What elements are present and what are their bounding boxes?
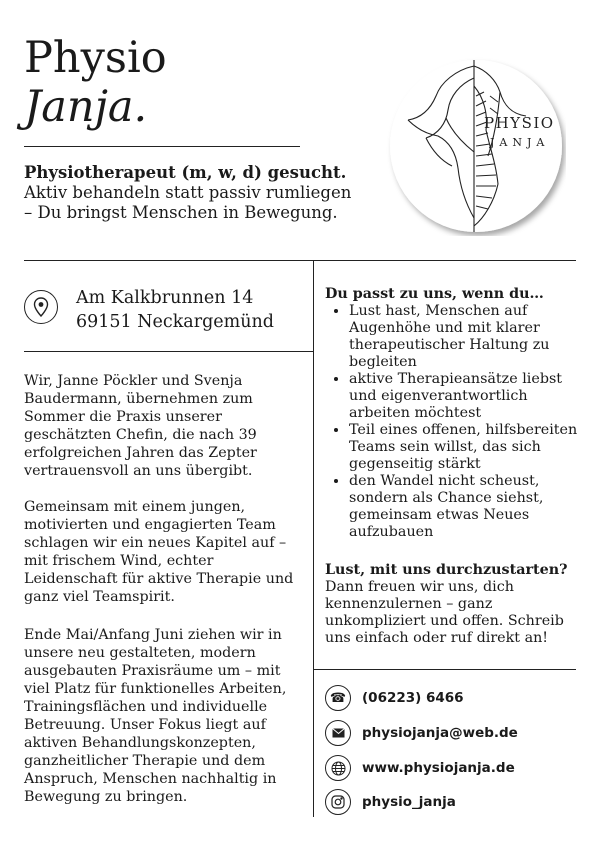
website-link[interactable]: www.physiojanja.de xyxy=(362,760,515,776)
job-headline: Physiotherapeut (m, w, d) gesucht. xyxy=(24,163,347,182)
fit-list xyxy=(325,303,580,541)
instagram-icon xyxy=(325,789,351,815)
column-divider xyxy=(313,260,314,817)
body-paragraph-2: Gemeinsam mit einem jungen, motivierten und engagierten Team schlagen wir ein neues Kapitel auf – mit frischem Wind, echter Leidenschaft für aktive Therapie und ganz viel Teamspirit. xyxy=(24,499,294,605)
address xyxy=(76,286,274,334)
cta-heading: Lust, mit uns durchzustarten? xyxy=(325,562,568,578)
contact-phone[interactable] xyxy=(325,684,585,712)
body-illustration-icon xyxy=(386,56,566,236)
email-icon xyxy=(325,720,351,746)
horizontal-divider xyxy=(24,260,576,261)
contact-divider xyxy=(313,669,576,670)
phone-icon: ☎ xyxy=(325,685,351,711)
fit-heading: Du passt zu uns, wenn du… xyxy=(325,286,544,302)
logo-text-line2: JANJA xyxy=(490,136,550,149)
body-paragraph-1: Wir, Janne Pöckler und Svenja Baudermann, übernehmen zum Sommer die Praxis unserer geschätzten Chefin, die nach 39 erfolgreichen Jahren das Zepter vertrauensvoll an uns übergibt. xyxy=(24,373,257,479)
contact-instagram[interactable] xyxy=(325,788,585,816)
email-address[interactable]: physiojanja@web.de xyxy=(362,725,518,741)
location-icon xyxy=(24,290,58,324)
address-divider xyxy=(24,351,313,352)
phone-number[interactable]: (06223) 6466 xyxy=(362,690,464,706)
list-item: • Lust hast, Menschen auf Augenhöhe und mit klarer therapeutischer Haltung zu begleiten xyxy=(349,303,580,371)
globe-icon xyxy=(325,755,351,781)
address-city: 69151 Neckargemünd xyxy=(76,312,275,332)
title-divider xyxy=(24,146,300,147)
cta-section xyxy=(325,562,580,647)
body-paragraph-3: Ende Mai/Anfang Juni ziehen wir in unsere neu gestalteten, modern ausgebauten Praxisräume um – mit viel Platz für funktionelles Arbeiten, Trainingsflächen und individuelle Betreuung. Unser Fokus liegt auf aktiven Behandlungskonzepten, ganzheitlicher Therapie und dem Anspruch, Menschen nachhaltig in Bewegung zu bringen. xyxy=(24,627,287,805)
list-item: • aktive Therapieansätze liebst und eigenverantwortlich arbeiten möchtest xyxy=(349,371,580,422)
list-item: • Teil eines offenen, hilfsbereiten Teams sein willst, das sich gegenseitig stärkt xyxy=(349,422,580,473)
logo xyxy=(386,56,566,236)
instagram-handle[interactable]: physio_janja xyxy=(362,794,456,810)
logo-text-line1: PHYSIO xyxy=(484,114,555,132)
cta-text: Dann freuen wir uns, dich kennenzulernen – ganz unkompliziert und offen. Schreib uns einfach oder ruf direkt an! xyxy=(325,579,564,646)
brand-title-line2: Janja. xyxy=(24,82,148,132)
fit-section xyxy=(325,286,580,541)
contact-web[interactable] xyxy=(325,754,585,782)
job-subheadline: Aktiv behandeln statt passiv rumliegen – Du bringst Menschen in Bewegung. xyxy=(24,183,352,222)
address-street: Am Kalkbrunnen 14 xyxy=(76,288,254,308)
brand-title-line1: Physio xyxy=(24,33,167,83)
contact-email[interactable] xyxy=(325,719,585,747)
list-item: • den Wandel nicht scheust, sondern als Chance siehst, gemeinsam etwas Neues aufzubauen xyxy=(349,473,580,541)
